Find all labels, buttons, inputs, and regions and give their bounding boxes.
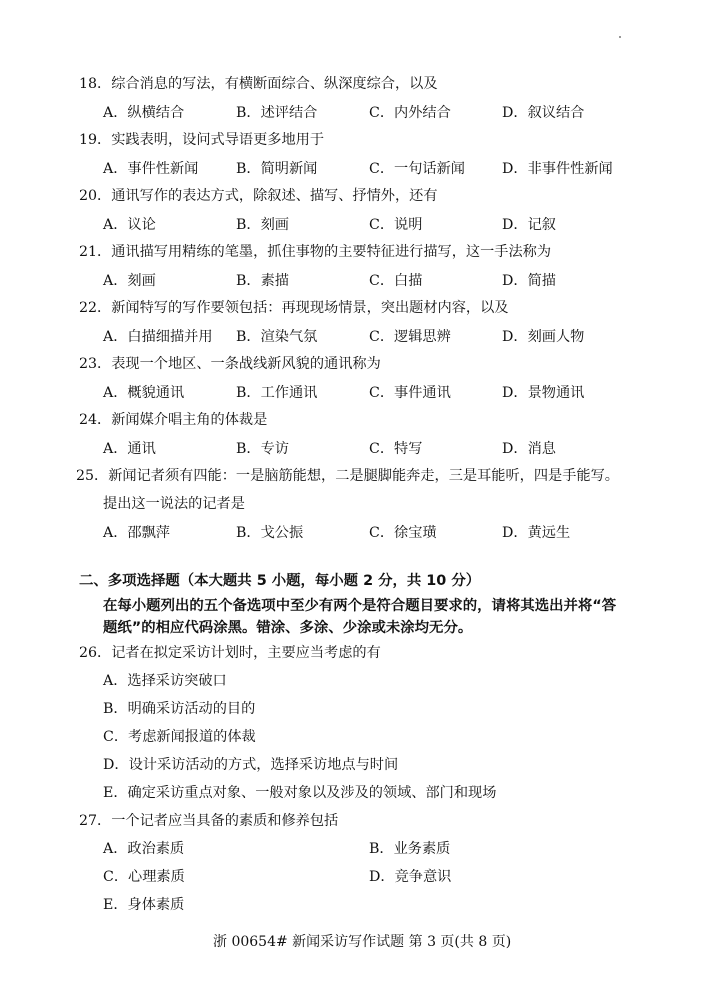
q21-option-d: D．简描 bbox=[502, 273, 556, 289]
q19-option-d: D．非事件性新闻 bbox=[502, 161, 613, 177]
q21-option-a: A．刻画 bbox=[103, 273, 156, 289]
question-25: 25．新闻记者须有四能：一是脑筋能想，二是腿脚能奔走，三是耳能听，四是手能写。 bbox=[76, 468, 619, 484]
q18-option-a: A．纵横结合 bbox=[103, 105, 185, 121]
q22-option-c: C．逻辑思辨 bbox=[369, 329, 451, 345]
q19-option-c: C．一句话新闻 bbox=[369, 161, 465, 177]
q27-option-e: E．身体素质 bbox=[103, 897, 185, 913]
q20-option-b: B．刻画 bbox=[236, 217, 289, 233]
q19-option-b: B．简明新闻 bbox=[236, 161, 318, 177]
q20-option-c: C．说明 bbox=[369, 217, 423, 233]
q27-option-a: A．政治素质 bbox=[103, 841, 185, 857]
q26-option-b: B．明确采访活动的目的 bbox=[103, 701, 256, 717]
q18-option-d: D．叙议结合 bbox=[502, 105, 585, 121]
q27-option-d: D．竞争意识 bbox=[369, 869, 452, 885]
q24-option-c: C．特写 bbox=[369, 441, 423, 457]
q23-option-d: D．景物通讯 bbox=[502, 385, 585, 401]
q23-option-c: C．事件通讯 bbox=[369, 385, 451, 401]
q22-option-b: B．渲染气氛 bbox=[236, 329, 318, 345]
q26-option-c: C．考虑新闻报道的体裁 bbox=[103, 729, 256, 745]
q26-option-a: A．选择采访突破口 bbox=[103, 673, 227, 689]
q25-option-b: B．戈公振 bbox=[236, 525, 304, 541]
q27-option-b: B．业务素质 bbox=[369, 841, 451, 857]
question-24: 24．新闻媒介唱主角的体裁是 bbox=[79, 412, 268, 428]
q18-option-c: C．内外结合 bbox=[369, 105, 451, 121]
question-22: 22．新闻特写的写作要领包括：再现现场情景，突出题材内容，以及 bbox=[79, 300, 509, 316]
q27-option-c: C．心理素质 bbox=[103, 869, 185, 885]
q24-option-b: B．专访 bbox=[236, 441, 289, 457]
q22-option-a: A．白描细描并用 bbox=[103, 329, 213, 345]
q20-option-d: D．记叙 bbox=[502, 217, 556, 233]
q25-option-c: C．徐宝璜 bbox=[369, 525, 437, 541]
question-26: 26．记者在拟定采访计划时，主要应当考虑的有 bbox=[79, 645, 381, 661]
q23-option-a: A．概貌通讯 bbox=[103, 385, 185, 401]
question-20: 20．通讯写作的表达方式，除叙述、描写、抒情外，还有 bbox=[79, 188, 438, 204]
q20-option-a: A．议论 bbox=[103, 217, 156, 233]
page-footer: 浙 00654# 新闻采访写作试题 第 3 页(共 8 页) bbox=[213, 934, 512, 950]
q25-option-a: A．邵飘萍 bbox=[103, 525, 170, 541]
section-2-title: 二、多项选择题（本大题共 5 小题，每小题 2 分，共 10 分） bbox=[79, 573, 481, 589]
q22-option-d: D．刻画人物 bbox=[502, 329, 585, 345]
question-18: 18．综合消息的写法，有横断面综合、纵深度综合，以及 bbox=[79, 76, 438, 92]
section-2-instruction-line1: 在每小题列出的五个备选项中至少有两个是符合题目要求的，请将其选出并将“答 bbox=[103, 598, 617, 614]
q23-option-b: B．工作通讯 bbox=[236, 385, 318, 401]
q21-option-c: C．白描 bbox=[369, 273, 423, 289]
question-19: 19．实践表明，设问式导语更多地用于 bbox=[79, 132, 325, 148]
q26-option-e: E．确定采访重点对象、一般对象以及涉及的领域、部门和现场 bbox=[103, 785, 497, 801]
q18-option-b: B．述评结合 bbox=[236, 105, 318, 121]
scan-dot bbox=[619, 36, 621, 38]
q19-option-a: A．事件性新闻 bbox=[103, 161, 199, 177]
q26-option-d: D．设计采访活动的方式，选择采访地点与时间 bbox=[103, 757, 399, 773]
question-25-continued: 提出这一说法的记者是 bbox=[103, 496, 245, 512]
question-23: 23．表现一个地区、一条战线新风貌的通讯称为 bbox=[79, 356, 381, 372]
section-2-instruction-line2: 题纸”的相应代码涂黑。错涂、多涂、少涂或未涂均无分。 bbox=[103, 620, 473, 636]
question-27: 27．一个记者应当具备的素质和修养包括 bbox=[79, 813, 339, 829]
q21-option-b: B．素描 bbox=[236, 273, 289, 289]
question-21: 21．通讯描写用精练的笔墨，抓住事物的主要特征进行描写，这一手法称为 bbox=[79, 244, 552, 260]
q24-option-d: D．消息 bbox=[502, 441, 556, 457]
q25-option-d: D．黄远生 bbox=[502, 525, 571, 541]
q24-option-a: A．通讯 bbox=[103, 441, 156, 457]
